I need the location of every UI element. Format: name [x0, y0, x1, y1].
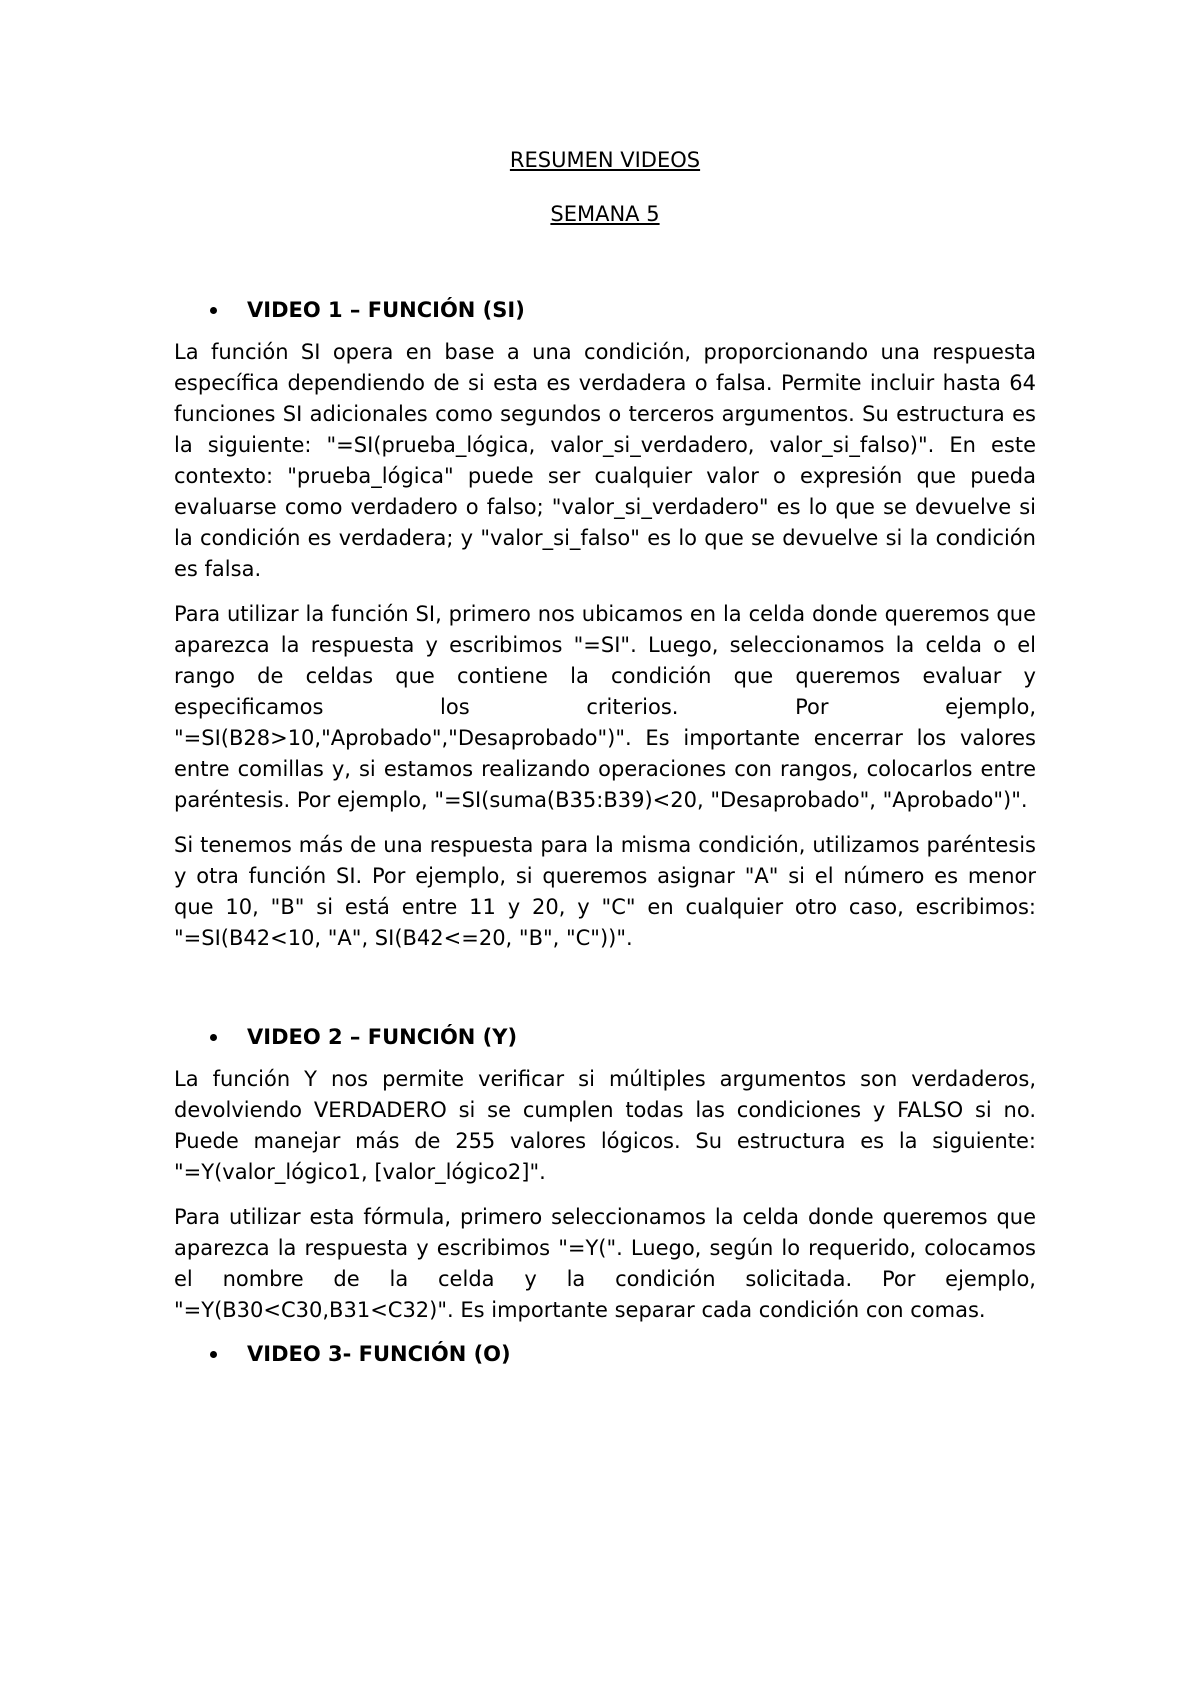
paragraph: Si tenemos más de una respuesta para la misma condición, utilizamos paréntesis y otra función SI. Por ejemplo, si queremos asignar "A" si el número es menor que 10, "B" si está entre 11 y 20, y "C" en cualquier otro caso, escribimos: "=SI(B42<10, "A", SI(B42<=20, "B", "C"))".	[174, 833, 1036, 950]
section-heading-video-1	[174, 295, 1036, 325]
paragraph: Para utilizar esta fórmula, primero seleccionamos la celda donde queremos que aparezca la respuesta y escribimos "=Y(". Luego, según lo requerido, colocamos el nombre de la celda y la condición solicitada. Por ejemplo, "=Y(B30<C30,B31<C32)". Es importante separar cada condición con comas.	[174, 1205, 1036, 1322]
section-heading-video-3	[174, 1339, 1036, 1369]
document-page	[174, 145, 1036, 1369]
document-title: RESUMEN VIDEOS	[509, 148, 701, 172]
document-subtitle: SEMANA 5	[550, 202, 660, 226]
section-heading-video-2	[174, 1022, 1036, 1052]
bullet-icon	[210, 1034, 217, 1041]
paragraph: La función SI opera en base a una condición, proporcionando una respuesta específica dependiendo de si esta es verdadera o falsa. Permite incluir hasta 64 funciones SI adicionales como segundos o terceros argumentos. Su estructura es la siguiente: "=SI(prueba_lógica, valor_si_verdadero, valor_si_falso)". En este contexto: "prueba_lógica" puede ser cualquier valor o expresión que pueda evaluarse como verdadero o falso; "valor_si_verdadero" es lo que se devuelve si la condición es verdadera; y "valor_si_falso" es lo que se devuelve si la condición es falsa.	[174, 340, 1036, 581]
paragraph: Para utilizar la función SI, primero nos ubicamos en la celda donde queremos que aparezca la respuesta y escribimos "=SI". Luego, seleccionamos la celda o el rango de celdas que contiene la condición que queremos evaluar y especificamos los criterios. Por ejemplo, "=SI(B28>10,"Aprobado","Desaprobado")". Es importante encerrar los valores entre comillas y, si estamos realizando operaciones con rangos, colocarlos entre paréntesis. Por ejemplo, "=SI(suma(B35:B39)<20, "Desaprobado", "Aprobado")".	[174, 602, 1036, 812]
section-heading-text: VIDEO 1 – FUNCIÓN (SI)	[247, 298, 525, 322]
bullet-icon	[210, 307, 217, 314]
paragraph: La función Y nos permite verificar si múltiples argumentos son verdaderos, devolviendo VERDADERO si se cumplen todas las condiciones y FALSO si no. Puede manejar más de 255 valores lógicos. Su estructura es la siguiente: "=Y(valor_lógico1, [valor_lógico2]".	[174, 1067, 1036, 1184]
section-heading-text: VIDEO 3- FUNCIÓN (O)	[247, 1342, 511, 1366]
bullet-icon	[210, 1351, 217, 1358]
section-heading-text: VIDEO 2 – FUNCIÓN (Y)	[247, 1025, 518, 1049]
